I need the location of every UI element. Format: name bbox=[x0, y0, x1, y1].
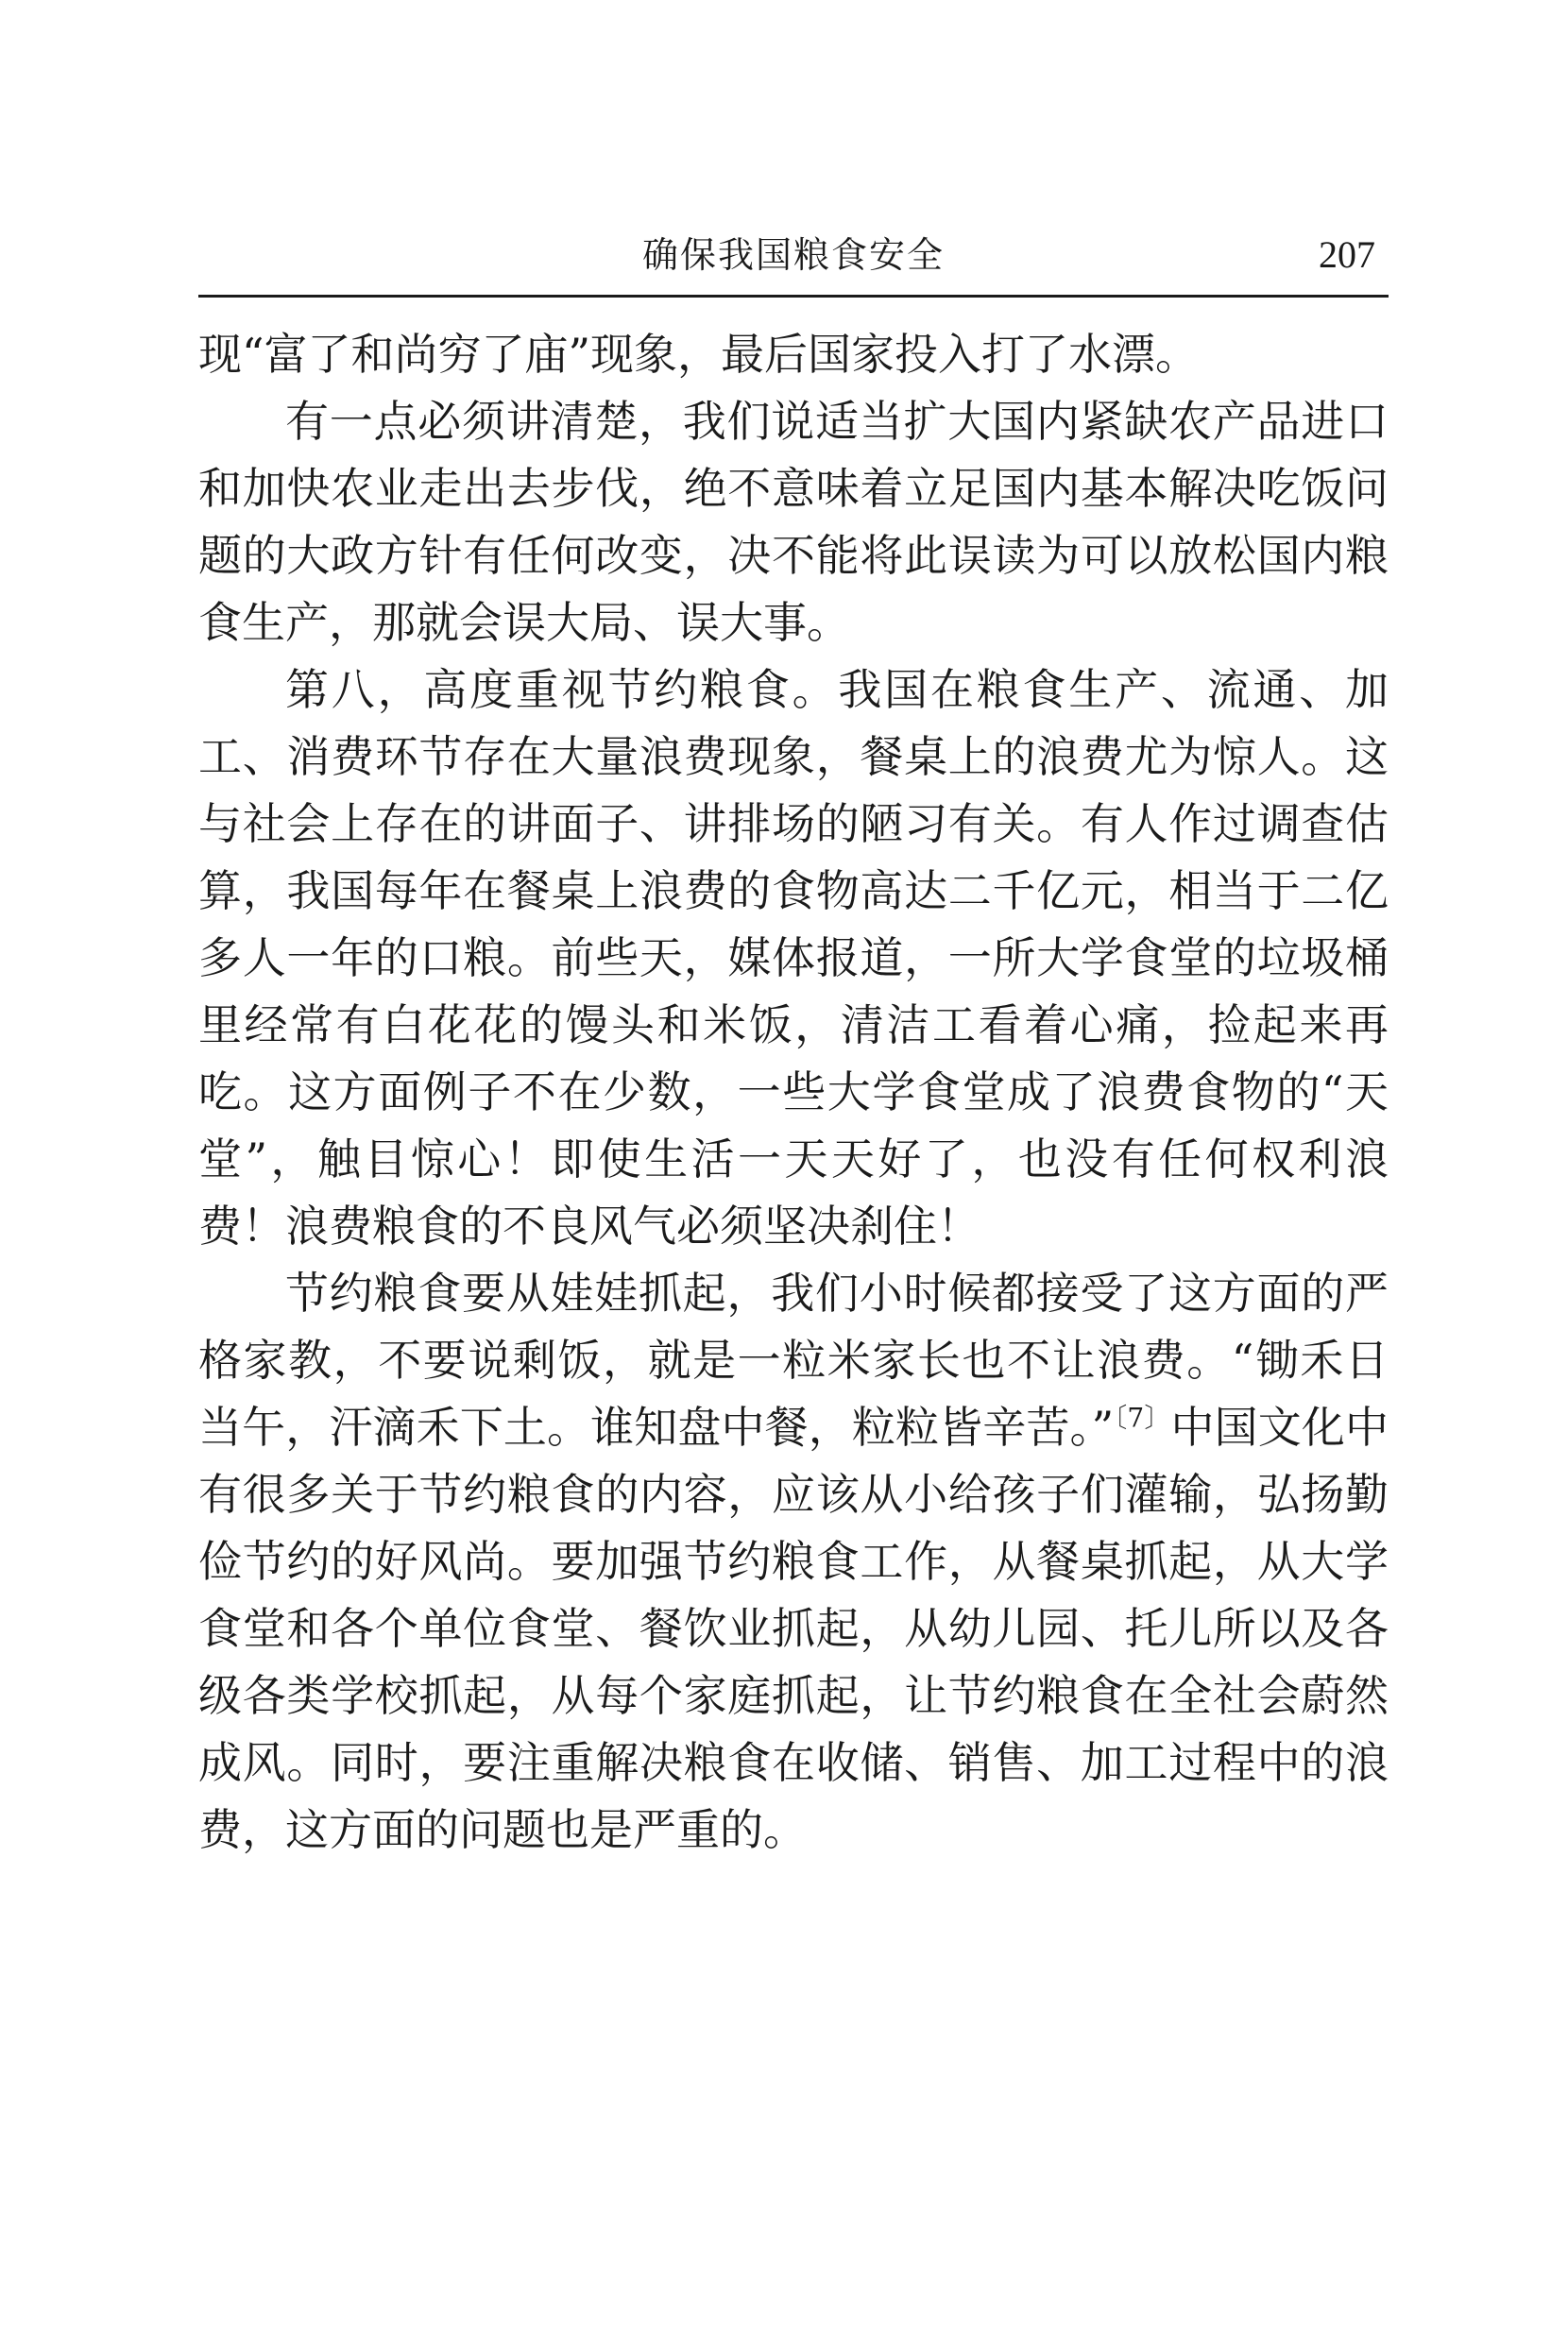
chapter-title: 确保我国粮食安全 bbox=[641, 234, 945, 276]
paragraph: 有一点必须讲清楚，我们说适当扩大国内紧缺农产品进口和加快农业走出去步伐，绝不意味着立足国内基本解决吃饭问题的大政方针有任何改变，决不能将此误读为可以放松国内粮食生产，那就会误大局、误大事。 bbox=[198, 396, 1389, 648]
header-rule bbox=[198, 295, 1389, 298]
paragraph-text: 中国文化中有很多关于节约粮食的内容，应该从小给孩子们灌输，弘扬勤俭节约的好风尚。要加强节约粮食工作，从餐桌抓起，从大学食堂和各个单位食堂、餐饮业抓起，从幼儿园、托儿所以及各级各类学校抓起，从每个家庭抓起，让节约粮食在全社会蔚然成风。同时，要注重解决粮食在收储、销售、加工过程中的浪费，这方面的问题也是严重的。 bbox=[198, 1402, 1389, 1855]
footnote-reference[interactable]: 〔7〕 bbox=[1114, 1402, 1171, 1434]
paragraph: 第八，高度重视节约粮食。我国在粮食生产、流通、加工、消费环节存在大量浪费现象，餐桌上的浪费尤为惊人。这与社会上存在的讲面子、讲排场的陋习有关。有人作过调查估算，我国每年在餐桌上浪费的食物高达二千亿元，相当于二亿多人一年的口粮。前些天，媒体报道，一所大学食堂的垃圾桶里经常有白花花的馒头和米饭，清洁工看着心痛，捡起来再吃。这方面例子不在少数，一些大学食堂成了浪费食物的“天堂”，触目惊心！即使生活一天天好了，也没有任何权利浪费！浪费粮食的不良风气必须坚决刹住！ bbox=[198, 664, 1389, 1252]
paragraph-continuation: 现“富了和尚穷了庙”现象，最后国家投入打了水漂。 bbox=[198, 329, 1200, 380]
body-text bbox=[198, 321, 1389, 1864]
paragraph-text: 节约粮食要从娃娃抓起，我们小时候都接受了这方面的严格家教，不要说剩饭，就是一粒米家长也不让浪费。“锄禾日当午，汗滴禾下土。谁知盘中餐，粒粒皆辛苦。” bbox=[198, 1268, 1389, 1453]
paragraph bbox=[198, 1260, 1389, 1864]
page-number: 207 bbox=[1319, 233, 1375, 276]
running-header bbox=[198, 225, 1389, 293]
